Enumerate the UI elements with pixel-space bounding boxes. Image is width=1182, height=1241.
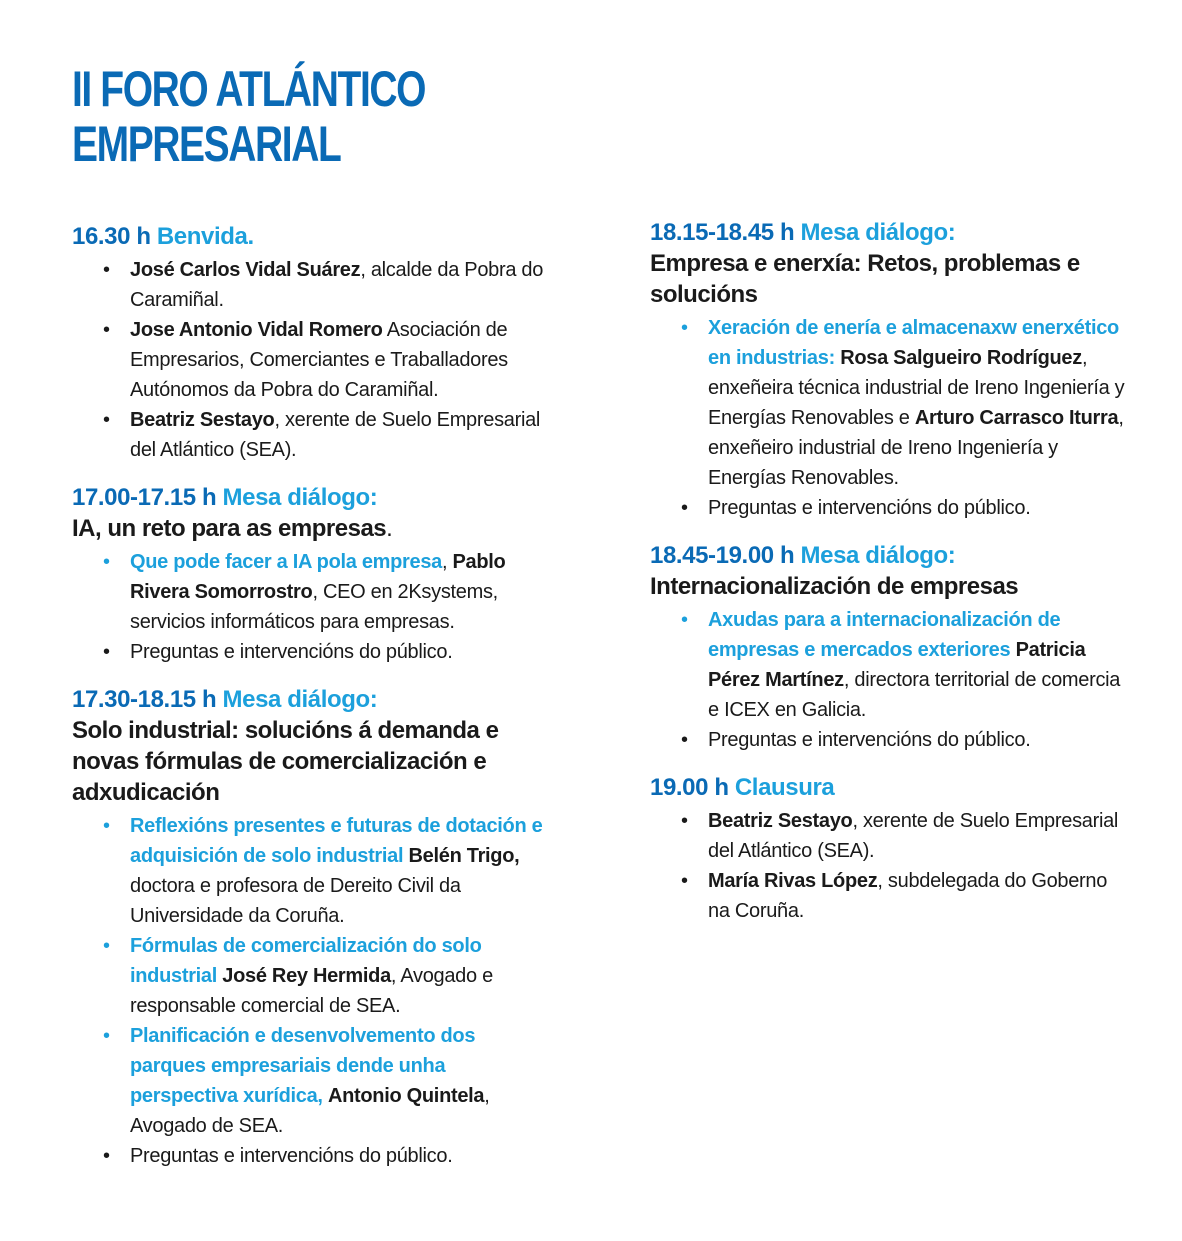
talk-topic: Que pode facer a IA pola empresa	[130, 551, 442, 573]
list-item	[72, 931, 550, 1021]
session-subtitle: Empresa e enerxía: Retos, problemas e solucións	[650, 250, 1080, 308]
list-item	[650, 313, 1130, 493]
speaker-name: Rosa Salgueiro Rodríguez	[840, 347, 1082, 369]
session-label: Mesa diálogo:	[800, 219, 956, 246]
speaker-role: , subdelegada do Goberno na Coruña.	[708, 870, 1108, 922]
speaker-name: José Carlos Vidal Suárez	[130, 259, 361, 281]
talk-topic: Axudas para a internacionalización de empresas e mercados exteriores	[708, 609, 1061, 661]
list-item	[650, 493, 1130, 523]
session-time: 18.45-19.00 h	[650, 542, 795, 569]
session-time: 18.15-18.45 h	[650, 219, 795, 246]
session-heading	[72, 222, 550, 252]
talk-topic: Reflexións presentes e futuras de dotación e adquisición de solo industrial	[130, 815, 543, 867]
list-item	[72, 637, 550, 667]
session-subtitle-text: IA, un reto para as empresas	[72, 515, 387, 542]
session-subtitle: Solo industrial: solucións á demanda e novas fórmulas de comercialización e adxudicación	[72, 717, 499, 806]
session-internacionalizacion	[650, 541, 1130, 755]
session-label: Mesa diálogo:	[800, 542, 956, 569]
list-item	[650, 605, 1130, 725]
session-time: 17.00-17.15 h	[72, 484, 217, 511]
speaker-list	[72, 811, 550, 1171]
session-ia	[72, 483, 550, 667]
list-item	[72, 811, 550, 931]
title-line-1: II FORO ATLÁNTICO	[72, 61, 426, 117]
speaker-role: , enxeñeira técnica industrial de Ireno Ingeniería y Energías Renovables e	[708, 347, 1125, 429]
speaker-list	[650, 313, 1130, 523]
speaker-list	[650, 605, 1130, 755]
list-item	[72, 315, 550, 405]
list-text: Preguntas e intervencións do público.	[708, 729, 1031, 751]
speaker-role: , xerente de Suelo Empresarial del Atlántico (SEA).	[708, 810, 1119, 862]
session-label: Benvida.	[156, 223, 254, 250]
talk-topic: Fórmulas de comercialización do solo industrial	[130, 935, 482, 987]
session-enerxia	[650, 218, 1130, 523]
list-item	[650, 866, 1130, 926]
session-label: Clausura	[734, 774, 835, 801]
list-item	[72, 1141, 550, 1171]
title-line-2: EMPRESARIAL	[72, 116, 341, 172]
speaker-role: Asociación de Empresarios, Comerciantes e Traballadores Autónomos da Pobra do Caramiñal.	[130, 319, 508, 401]
list-text: Preguntas e intervencións do público.	[130, 641, 453, 663]
list-text: Preguntas e intervencións do público.	[130, 1145, 453, 1167]
separator: ,	[442, 551, 453, 573]
speaker-name: Belén Trigo,	[408, 845, 520, 867]
speaker-name: Patricia Pérez Martínez	[708, 639, 1086, 691]
speaker-name: Arturo Carrasco Iturra	[914, 407, 1119, 429]
speaker-role: , directora territorial de comercia e ICEX en Galicia.	[708, 669, 1121, 721]
speaker-name: Beatriz Sestayo	[708, 810, 853, 832]
speaker-name: María Rivas López	[708, 870, 878, 892]
list-item	[650, 725, 1130, 755]
speaker-list	[650, 806, 1130, 926]
list-item	[72, 547, 550, 637]
speaker-name: José Rey Hermida	[222, 965, 391, 987]
speaker-role: , Avogado e responsable comercial de SEA.	[130, 965, 493, 1017]
speaker-name: Antonio Quintela	[327, 1085, 485, 1107]
session-subtitle-end: .	[386, 515, 393, 542]
session-heading	[72, 483, 550, 513]
list-item	[72, 405, 550, 465]
session-subtitle	[72, 513, 550, 544]
program-right-column	[650, 218, 1130, 944]
speaker-role: , Avogado de SEA.	[130, 1085, 490, 1137]
session-label: Mesa diálogo:	[222, 484, 378, 511]
speaker-list	[72, 547, 550, 667]
talk-topic: Xeración de enería e almacenaxw enerxético en industrias:	[708, 317, 1119, 369]
list-item	[650, 806, 1130, 866]
program-left-column	[72, 222, 550, 1189]
speaker-role: doctora e profesora de Dereito Civil da Universidade da Coruña.	[130, 875, 461, 927]
session-heading	[72, 685, 550, 715]
talk-topic: Planificación e desenvolvemento dos parques empresariais dende unha perspectiva xurídica,	[130, 1025, 476, 1107]
speaker-role: , alcalde da Pobra do Caramiñal.	[130, 259, 544, 311]
session-time: 16.30 h	[72, 223, 151, 250]
session-time: 17.30-18.15 h	[72, 686, 217, 713]
speaker-list	[72, 255, 550, 465]
speaker-role: , xerente de Suelo Empresarial del Atlántico (SEA).	[130, 409, 541, 461]
list-item	[72, 255, 550, 315]
session-benvida	[72, 222, 550, 465]
session-subtitle: Internacionalización de empresas	[650, 573, 1019, 600]
speaker-name: Beatriz Sestayo	[130, 409, 275, 431]
session-heading	[650, 218, 1130, 248]
page-title	[72, 62, 425, 172]
speaker-role: , CEO en 2Ksystems, servicios informáticos para empresas.	[130, 581, 498, 633]
session-solo-industrial	[72, 685, 550, 1171]
session-heading	[650, 773, 1130, 803]
list-item	[72, 1021, 550, 1141]
session-time: 19.00 h	[650, 774, 729, 801]
session-label: Mesa diálogo:	[222, 686, 378, 713]
speaker-name: Pablo Rivera Somorrostro	[130, 551, 506, 603]
session-clausura	[650, 773, 1130, 926]
speaker-role: , enxeñeiro industrial de Ireno Ingeniería y Energías Renovables.	[708, 407, 1124, 489]
session-heading	[650, 541, 1130, 571]
speaker-name: Jose Antonio Vidal Romero	[130, 319, 383, 341]
list-text: Preguntas e intervencións do público.	[708, 497, 1031, 519]
